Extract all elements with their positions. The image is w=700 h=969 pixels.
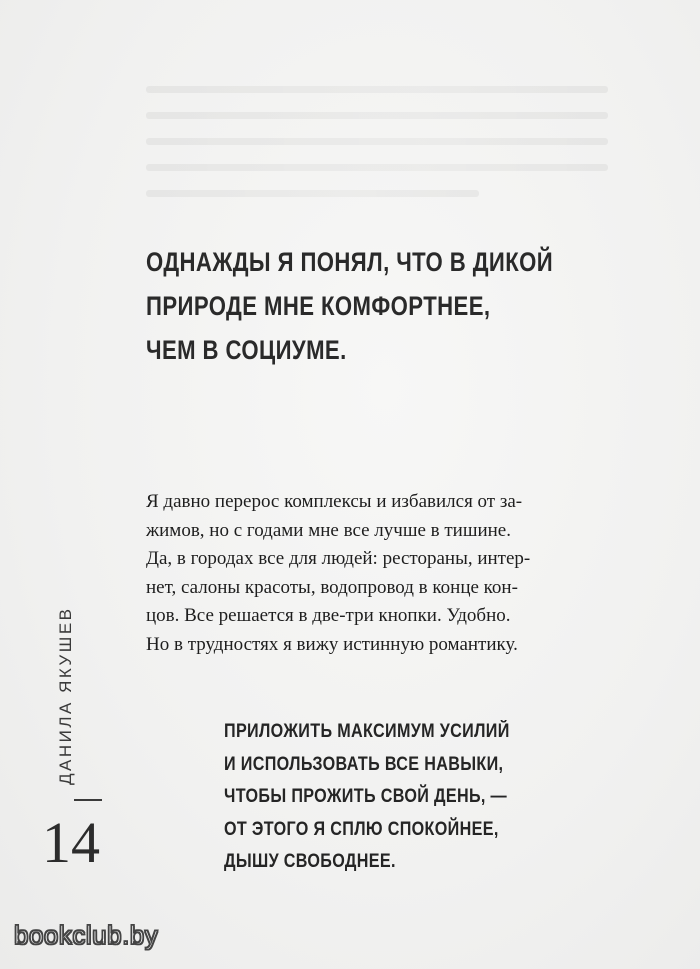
headline-line: ОДНАЖДЫ Я ПОНЯЛ, ЧТО В ДИКОЙ — [146, 247, 554, 277]
quote-line: ПРИЛОЖИТЬ МАКСИМУМ УСИЛИЙ — [224, 721, 510, 742]
pull-quote — [224, 716, 581, 879]
headline-line: ПРИРОДЕ МНЕ КОМФОРТНЕЕ, — [146, 291, 491, 321]
site-watermark: bookclub.by — [14, 920, 159, 950]
chapter-headline — [146, 240, 554, 372]
page-number: 14 — [42, 810, 100, 875]
quote-line: ДЫШУ СВОБОДНЕЕ. — [224, 851, 396, 872]
body-line: Но в трудностях я вижу истинную романтику. — [146, 633, 518, 655]
body-line: Я давно перерос комплексы и избавился от за- — [146, 491, 523, 512]
quote-line: И ИСПОЛЬЗОВАТЬ ВСЕ НАВЫКИ, — [224, 753, 504, 775]
headline-line: ЧЕМ В СОЦИУМЕ. — [146, 335, 347, 365]
body-line: нет, салоны красоты, водопровод в конце кон- — [146, 576, 518, 598]
body-line: Да, в городах все для людей: рестораны, интер- — [146, 548, 531, 569]
quote-line: ОТ ЭТОГО Я СПЛЮ СПОКОЙНЕЕ, — [224, 818, 499, 840]
reverse-page-bleed-through — [146, 86, 608, 216]
divider-rule — [74, 799, 102, 801]
body-paragraph — [146, 488, 616, 659]
author-running-head: ДАНИЛА ЯКУШЕВ — [56, 606, 75, 785]
body-line: цов. Все решается в две-три кнопки. Удобно. — [146, 605, 511, 626]
body-line: жимов, но с годами мне все лучше в тишине. — [146, 519, 511, 541]
quote-line: ЧТОБЫ ПРОЖИТЬ СВОЙ ДЕНЬ, — — [224, 786, 508, 807]
